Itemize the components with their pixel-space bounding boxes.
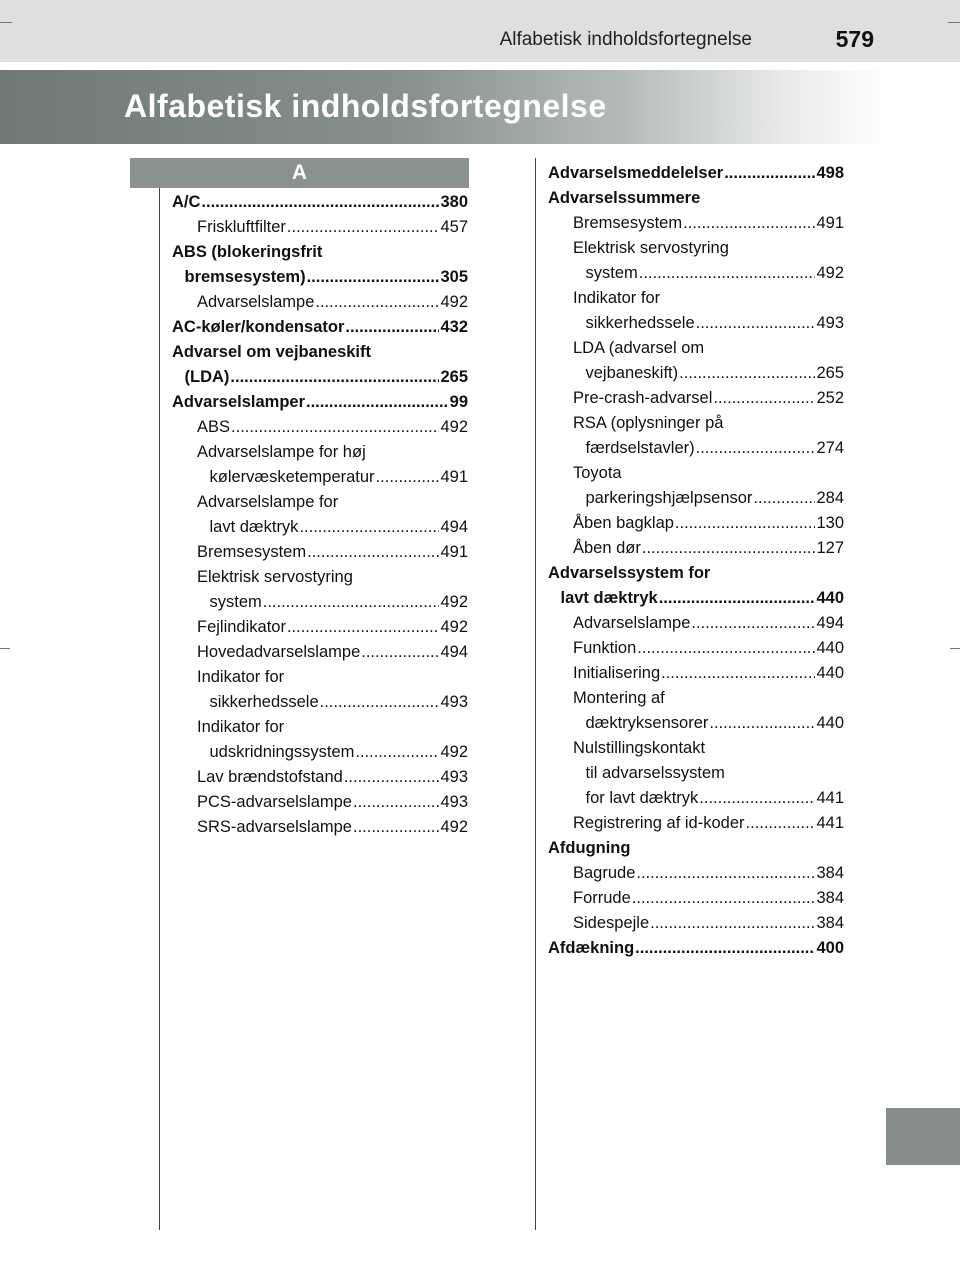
index-entry: [172, 215, 468, 240]
index-entry: [548, 411, 844, 436]
page-header: [0, 0, 960, 62]
entry-page: 384: [816, 889, 844, 907]
index-entry: [548, 236, 844, 261]
dot-leader: [679, 361, 815, 386]
entry-text: Advarsel om vejbaneskift: [172, 343, 371, 361]
entry-page: 284: [816, 489, 844, 507]
dot-leader: [746, 811, 816, 836]
entry-text: AC-køler/kondensator: [172, 318, 345, 336]
index-entry: [548, 161, 844, 186]
title-banner: [0, 70, 890, 144]
dot-leader: [724, 161, 815, 186]
dot-leader: [636, 861, 815, 886]
entry-text: (LDA): [184, 368, 230, 386]
dot-leader: [635, 936, 815, 961]
entry-text: system: [209, 593, 262, 611]
dot-leader: [231, 415, 439, 440]
dot-leader: [345, 315, 439, 340]
entry-text: Åben dør: [573, 539, 641, 557]
index-entry: [548, 711, 844, 736]
entry-page: 494: [440, 518, 468, 536]
dot-leader: [299, 515, 439, 540]
index-column-left: [172, 190, 468, 840]
entry-page: 492: [440, 293, 468, 311]
entry-text: Afdækning: [548, 939, 635, 957]
index-entry: [172, 565, 468, 590]
entry-page: 441: [816, 814, 844, 832]
index-entry: [548, 186, 844, 211]
index-entry: [548, 436, 844, 461]
dot-leader: [696, 436, 816, 461]
index-entry: [172, 665, 468, 690]
dot-leader: [263, 590, 440, 615]
entry-page: 384: [816, 914, 844, 932]
index-entry: [172, 290, 468, 315]
dot-leader: [307, 540, 439, 565]
entry-page: 491: [440, 468, 468, 486]
dot-leader: [659, 586, 816, 611]
entry-text: Advarselslamper: [172, 393, 305, 411]
dot-leader: [287, 615, 440, 640]
entry-text: for lavt dæktryk: [585, 789, 699, 807]
entry-text: Bremsesystem: [197, 543, 307, 561]
entry-page: 494: [440, 643, 468, 661]
entry-text: Fejlindikator: [197, 618, 286, 636]
crop-mark: [948, 22, 960, 23]
index-entry: [172, 490, 468, 515]
entry-page: 491: [816, 214, 844, 232]
index-entry: [172, 190, 468, 215]
entry-page: 493: [440, 693, 468, 711]
dot-leader: [696, 311, 816, 336]
entry-page: 498: [816, 164, 844, 182]
entry-text: PCS-advarselslampe: [197, 793, 352, 811]
chapter-tab: [886, 1108, 960, 1165]
index-entry: [172, 740, 468, 765]
index-entry: [172, 590, 468, 615]
entry-text: Bremsesystem: [573, 214, 683, 232]
index-entry: [548, 936, 844, 961]
entry-text: Advarselslampe: [573, 614, 691, 632]
dot-leader: [306, 390, 449, 415]
entry-page: 457: [440, 218, 468, 236]
entry-text: sikkerhedssele: [209, 693, 319, 711]
entry-text: Advarselsmeddelelser: [548, 164, 724, 182]
dot-leader: [675, 511, 816, 536]
column-rule-left: [159, 158, 160, 1230]
index-column-right: [548, 161, 844, 961]
dot-leader: [315, 290, 439, 315]
entry-page: 432: [440, 318, 468, 336]
dot-leader: [355, 740, 439, 765]
index-entry: [548, 211, 844, 236]
index-entry: [548, 311, 844, 336]
index-entry: [548, 586, 844, 611]
entry-text: Advarselslampe: [197, 293, 315, 311]
index-entry: [172, 465, 468, 490]
entry-page: 440: [816, 589, 844, 607]
entry-page: 491: [440, 543, 468, 561]
index-entry: [172, 765, 468, 790]
index-entry: [172, 640, 468, 665]
dot-leader: [376, 465, 440, 490]
entry-text: Indikator for: [197, 718, 285, 736]
index-entry: [172, 540, 468, 565]
entry-page: 494: [816, 614, 844, 632]
section-letter: A: [130, 158, 469, 188]
entry-text: ABS (blokeringsfrit: [172, 243, 323, 261]
index-entry: [172, 265, 468, 290]
index-entry: [172, 315, 468, 340]
entry-text: vejbaneskift): [585, 364, 679, 382]
dot-leader: [713, 386, 815, 411]
entry-page: 127: [816, 539, 844, 557]
dot-leader: [683, 211, 815, 236]
entry-page: 440: [816, 664, 844, 682]
dot-leader: [639, 261, 816, 286]
entry-text: dæktryksensorer: [585, 714, 709, 732]
index-entry: [548, 736, 844, 761]
index-entry: [548, 536, 844, 561]
entry-page: 265: [816, 364, 844, 382]
page-title: Alfabetisk indholdsfortegnelse: [124, 88, 607, 124]
entry-text: Nulstillingskontakt: [573, 739, 706, 757]
dot-leader: [661, 661, 815, 686]
entry-text: til advarselssystem: [585, 764, 725, 782]
index-entry: [548, 836, 844, 861]
crop-mark: [950, 648, 960, 649]
dot-leader: [320, 690, 440, 715]
index-entry: [172, 690, 468, 715]
entry-page: 441: [816, 789, 844, 807]
entry-page: 492: [440, 418, 468, 436]
entry-text: Bagrude: [573, 864, 636, 882]
index-entry: [548, 386, 844, 411]
dot-leader: [287, 215, 440, 240]
index-entry: [548, 636, 844, 661]
entry-text: Åben bagklap: [573, 514, 674, 532]
entry-text: Lav brændstofstand: [197, 768, 343, 786]
index-entry: [172, 340, 468, 365]
dot-leader: [753, 486, 815, 511]
index-entry: [548, 561, 844, 586]
dot-leader: [201, 190, 439, 215]
entry-text: Pre-crash-advarsel: [573, 389, 713, 407]
index-entry: [548, 361, 844, 386]
entry-text: Afdugning: [548, 839, 631, 857]
entry-text: Advarselssummere: [548, 189, 701, 207]
index-entry: [548, 861, 844, 886]
entry-page: 493: [816, 314, 844, 332]
index-entry: [548, 911, 844, 936]
entry-text: Advarselslampe for høj: [197, 443, 366, 461]
dot-leader: [632, 886, 816, 911]
crop-mark: [0, 22, 12, 23]
entry-text: Advarselslampe for: [197, 493, 339, 511]
index-entry: [548, 686, 844, 711]
index-entry: [172, 440, 468, 465]
entry-text: parkeringshjælpsensor: [585, 489, 753, 507]
index-entry: [548, 286, 844, 311]
dot-leader: [230, 365, 439, 390]
dot-leader: [709, 711, 815, 736]
index-entry: [172, 365, 468, 390]
index-entry: [548, 511, 844, 536]
index-entry: [172, 415, 468, 440]
entry-page: 492: [816, 264, 844, 282]
entry-text: Forrude: [573, 889, 631, 907]
crop-mark: [0, 648, 10, 649]
entry-text: sikkerhedssele: [585, 314, 695, 332]
index-entry: [548, 761, 844, 786]
index-entry: [172, 715, 468, 740]
entry-text: Registrering af id-koder: [573, 814, 745, 832]
entry-text: Funktion: [573, 639, 637, 657]
entry-page: 493: [440, 793, 468, 811]
dot-leader: [642, 536, 816, 561]
entry-text: kølervæsketemperatur: [209, 468, 375, 486]
index-entry: [548, 461, 844, 486]
running-title: Alfabetisk indholdsfortegnelse: [499, 29, 752, 50]
entry-text: Sidespejle: [573, 914, 650, 932]
entry-text: bremsesystem): [184, 268, 306, 286]
index-entry: [548, 336, 844, 361]
entry-text: Initialisering: [573, 664, 661, 682]
entry-page: 305: [440, 268, 468, 286]
entry-page: 492: [440, 593, 468, 611]
entry-text: Indikator for: [573, 289, 661, 307]
entry-page: 384: [816, 864, 844, 882]
dot-leader: [650, 911, 815, 936]
entry-text: lavt dæktryk: [209, 518, 299, 536]
entry-page: 493: [440, 768, 468, 786]
index-entry: [548, 486, 844, 511]
entry-text: Hovedadvarselslampe: [197, 643, 361, 661]
entry-page: 252: [816, 389, 844, 407]
index-entry: [548, 786, 844, 811]
entry-page: 440: [816, 714, 844, 732]
index-entry: [548, 886, 844, 911]
entry-page: 99: [449, 393, 468, 411]
index-entry: [172, 815, 468, 840]
index-entry: [548, 611, 844, 636]
entry-text: system: [585, 264, 638, 282]
dot-leader: [691, 611, 815, 636]
entry-page: 492: [440, 743, 468, 761]
entry-page: 492: [440, 618, 468, 636]
entry-page: 274: [816, 439, 844, 457]
entry-text: Advarselssystem for: [548, 564, 711, 582]
entry-text: Indikator for: [197, 668, 285, 686]
index-entry: [172, 515, 468, 540]
entry-text: A/C: [172, 193, 201, 211]
index-entry: [172, 790, 468, 815]
dot-leader: [699, 786, 815, 811]
entry-text: Elektrisk servostyring: [197, 568, 353, 586]
index-entry: [548, 811, 844, 836]
dot-leader: [353, 815, 439, 840]
entry-text: færdselstavler): [585, 439, 695, 457]
entry-text: lavt dæktryk: [560, 589, 658, 607]
entry-text: Friskluftfilter: [197, 218, 286, 236]
index-entry: [172, 615, 468, 640]
entry-text: ABS: [197, 418, 231, 436]
entry-text: RSA (oplysninger på: [573, 414, 724, 432]
entry-page: 265: [440, 368, 468, 386]
entry-text: Montering af: [573, 689, 665, 707]
page-number: 579: [835, 26, 874, 52]
index-entry: [172, 240, 468, 265]
index-entry: [172, 390, 468, 415]
dot-leader: [344, 765, 440, 790]
entry-text: udskridningssystem: [209, 743, 355, 761]
entry-page: 400: [816, 939, 844, 957]
dot-leader: [637, 636, 815, 661]
entry-text: Elektrisk servostyring: [573, 239, 729, 257]
column-rule-middle: [535, 158, 536, 1230]
dot-leader: [307, 265, 440, 290]
entry-text: Toyota: [573, 464, 622, 482]
dot-leader: [353, 790, 439, 815]
entry-page: 380: [440, 193, 468, 211]
entry-page: 492: [440, 818, 468, 836]
entry-text: SRS-advarselslampe: [197, 818, 352, 836]
entry-page: 440: [816, 639, 844, 657]
entry-text: LDA (advarsel om: [573, 339, 705, 357]
index-entry: [548, 261, 844, 286]
dot-leader: [361, 640, 439, 665]
entry-page: 130: [816, 514, 844, 532]
index-entry: [548, 661, 844, 686]
